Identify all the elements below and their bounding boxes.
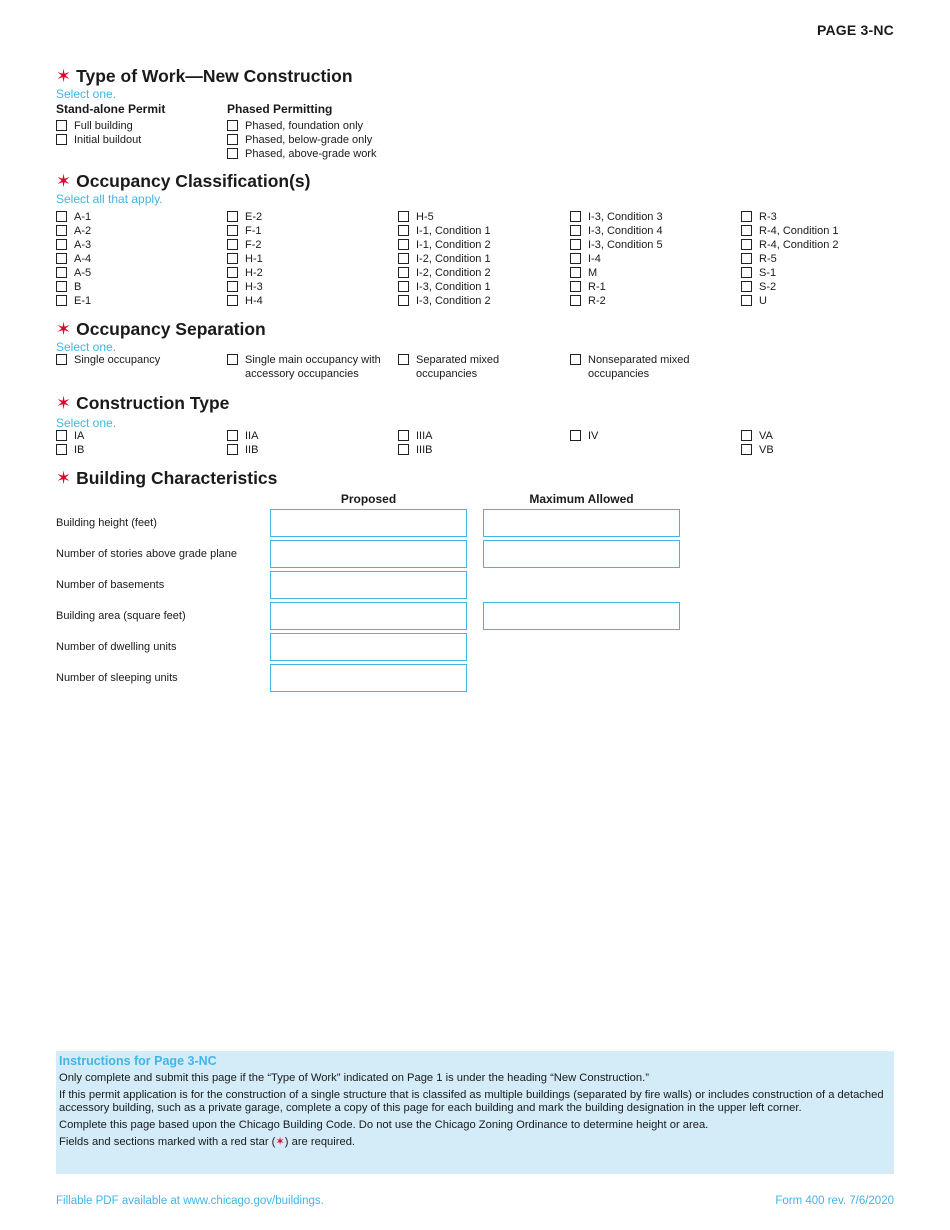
occupancy-separation-hint: Select one.: [56, 340, 117, 354]
checkbox[interactable]: [56, 239, 67, 250]
occupancy-option: [398, 294, 491, 308]
proposed-input[interactable]: [270, 602, 467, 630]
characteristic-label: Building area (square feet): [56, 610, 186, 622]
checkbox-label: R-2: [588, 295, 606, 307]
checkbox[interactable]: [398, 444, 409, 455]
checkbox-label: IIIB: [416, 444, 433, 456]
checkbox[interactable]: [741, 225, 752, 236]
occupancy-option: [570, 252, 663, 266]
checkbox[interactable]: [398, 211, 409, 222]
occupancy-column: [227, 210, 263, 308]
instructions-paragraph: Complete this page based upon the Chicago Building Code. Do not use the Chicago Zoning Ordinance to determine height or area.: [59, 1119, 709, 1131]
checkbox-label: I-2, Condition 2: [416, 267, 491, 279]
construction-type-option: [227, 443, 258, 457]
separation-option: [570, 353, 690, 380]
checkbox[interactable]: [227, 281, 238, 292]
checkbox-label: [588, 353, 690, 381]
checkbox[interactable]: [741, 430, 752, 441]
occupancy-option: [398, 280, 491, 294]
phased-option: [227, 147, 376, 161]
required-star-icon: ✶: [56, 66, 72, 86]
occupancy-option: [398, 238, 491, 252]
construction-type-option: [227, 429, 258, 443]
checkbox[interactable]: [56, 295, 67, 306]
checkbox-label: R-5: [759, 253, 777, 265]
occupancy-classification-hint: Select all that apply.: [56, 192, 163, 206]
checkbox-label: S-2: [759, 281, 777, 293]
checkbox[interactable]: [570, 295, 581, 306]
checkbox-label: I-3, Condition 1: [416, 281, 491, 293]
checkbox[interactable]: [741, 239, 752, 250]
checkbox-label: IIIA: [416, 430, 433, 442]
checkbox[interactable]: [570, 225, 581, 236]
occupancy-option: [227, 238, 263, 252]
characteristic-label: Number of dwelling units: [56, 641, 177, 653]
proposed-input[interactable]: [270, 633, 467, 661]
type-of-work-title: ✶ Type of Work—New Construction: [56, 66, 353, 86]
proposed-input[interactable]: [270, 664, 467, 692]
occupancy-option: [56, 294, 91, 308]
checkbox-label: A-4: [74, 253, 92, 265]
checkbox[interactable]: [570, 430, 581, 441]
construction-type-column: [741, 429, 774, 457]
required-star-icon: ✶: [56, 171, 72, 191]
separation-option: [56, 353, 160, 367]
standalone-heading: Stand-alone Permit: [56, 102, 166, 116]
checkbox-label: IB: [74, 444, 85, 456]
occupancy-option: [56, 210, 91, 224]
checkbox-label: I-3, Condition 5: [588, 239, 663, 251]
checkbox-label: R-4, Condition 2: [759, 239, 839, 251]
checkbox[interactable]: [227, 120, 238, 131]
phased-heading: Phased Permitting: [227, 102, 333, 116]
occupancy-option: [56, 266, 91, 280]
instructions-box: [56, 1051, 894, 1174]
footer-link[interactable]: Fillable PDF available at www.chicago.gov/buildings.: [56, 1195, 324, 1207]
occupancy-column: [570, 210, 663, 308]
occupancy-option: [398, 266, 491, 280]
checkbox-label: I-3, Condition 4: [588, 225, 663, 237]
separation-column: [398, 353, 500, 380]
checkbox-label: R-1: [588, 281, 606, 293]
page-number: PAGE 3-NC: [817, 22, 894, 38]
instructions-paragraph: If this permit application is for the construction of a single structure that is classifed as multiple buildings (separated by fire walls) or includes construction of a detached accessory building, such as a private garage, complete a copy of this page for each building and mark the building designation in the upper left corner.: [59, 1089, 884, 1114]
construction-type-title: ✶ Construction Type: [56, 393, 230, 413]
checkbox[interactable]: [56, 253, 67, 264]
occupancy-option: [398, 224, 491, 238]
separation-option: [227, 353, 381, 380]
maximum-allowed-input[interactable]: [483, 602, 680, 630]
checkbox[interactable]: [56, 444, 67, 455]
checkbox[interactable]: [56, 134, 67, 145]
checkbox[interactable]: [398, 281, 409, 292]
checkbox[interactable]: [398, 267, 409, 278]
phased-options: [227, 119, 376, 161]
checkbox-label: H-5: [416, 211, 434, 223]
occupancy-option: [56, 224, 91, 238]
checkbox[interactable]: [227, 430, 238, 441]
checkbox[interactable]: [741, 281, 752, 292]
construction-type-hint: Select one.: [56, 416, 117, 430]
required-star-icon: ✶: [56, 393, 72, 413]
separation-column: [570, 353, 690, 380]
checkbox-label: A-2: [74, 225, 92, 237]
occupancy-option: [741, 280, 839, 294]
checkbox-label: E-1: [74, 295, 92, 307]
checkbox-label: IIA: [245, 430, 259, 442]
occupancy-option: [741, 238, 839, 252]
construction-type-column: [398, 429, 433, 457]
checkbox[interactable]: [570, 354, 581, 365]
checkbox-label-line: Single main occupancy with: [245, 354, 381, 366]
checkbox-label: Phased, foundation only: [245, 120, 364, 132]
checkbox[interactable]: [398, 354, 409, 365]
characteristic-label: Number of basements: [56, 579, 165, 591]
checkbox-label: A-1: [74, 211, 92, 223]
construction-type-option: [398, 429, 433, 443]
checkbox[interactable]: [227, 225, 238, 236]
checkbox[interactable]: [56, 225, 67, 236]
checkbox-label: I-3, Condition 3: [588, 211, 663, 223]
checkbox-label: [416, 353, 499, 381]
checkbox[interactable]: [227, 253, 238, 264]
checkbox-label: H-3: [245, 281, 263, 293]
checkbox[interactable]: [56, 281, 67, 292]
checkbox[interactable]: [56, 354, 67, 365]
checkbox[interactable]: [56, 430, 67, 441]
occupancy-option: [56, 280, 91, 294]
occupancy-column: [741, 210, 839, 308]
checkbox[interactable]: [227, 444, 238, 455]
checkbox[interactable]: [56, 120, 67, 131]
checkbox-label: I-4: [588, 253, 601, 265]
occupancy-option: [570, 238, 663, 252]
checkbox[interactable]: [227, 354, 238, 365]
proposed-input[interactable]: [270, 540, 467, 568]
construction-type-option: [741, 429, 774, 443]
checkbox[interactable]: [570, 239, 581, 250]
construction-type-option: [570, 429, 598, 443]
proposed-column-header: Proposed: [340, 492, 397, 506]
occupancy-classification-title: ✶ Occupancy Classification(s): [56, 171, 311, 191]
proposed-input[interactable]: [270, 571, 467, 599]
standalone-option: [56, 119, 141, 133]
checkbox[interactable]: [741, 253, 752, 264]
occupancy-option: [741, 224, 839, 238]
standalone-options: [56, 119, 141, 147]
checkbox[interactable]: [570, 211, 581, 222]
checkbox-label-line: occupancies: [416, 368, 478, 380]
occupancy-option: [741, 294, 839, 308]
checkbox[interactable]: [570, 281, 581, 292]
separation-column: [56, 353, 160, 367]
occupancy-option: [227, 280, 263, 294]
checkbox-label: E-2: [245, 211, 263, 223]
phased-option: [227, 119, 376, 133]
checkbox-label: Single occupancy: [74, 354, 161, 366]
checkbox-label: B: [74, 281, 82, 293]
checkbox-label: F-2: [245, 239, 262, 251]
checkbox-label: IV: [588, 430, 599, 442]
construction-type-column: [570, 429, 598, 443]
checkbox-label: R-4, Condition 1: [759, 225, 839, 237]
checkbox[interactable]: [570, 267, 581, 278]
checkbox-label: Initial buildout: [74, 134, 142, 146]
checkbox[interactable]: [398, 253, 409, 264]
checkbox[interactable]: [227, 211, 238, 222]
checkbox-label-line: accessory occupancies: [245, 368, 359, 380]
occupancy-option: [741, 266, 839, 280]
checkbox-label: I-1, Condition 1: [416, 225, 491, 237]
checkbox-label: M: [588, 267, 598, 279]
checkbox[interactable]: [227, 295, 238, 306]
occupancy-option: [56, 252, 91, 266]
separation-column: [227, 353, 381, 380]
characteristic-label: Building height (feet): [56, 517, 157, 529]
occupancy-option: [227, 224, 263, 238]
occupancy-option: [56, 238, 91, 252]
checkbox-label: Phased, below-grade only: [245, 134, 373, 146]
checkbox-label: U: [759, 295, 767, 307]
occupancy-option: [570, 210, 663, 224]
checkbox-label: VB: [759, 444, 774, 456]
construction-type-option: [741, 443, 774, 457]
checkbox-label-line: Separated mixed: [416, 354, 500, 366]
checkbox[interactable]: [398, 430, 409, 441]
checkbox[interactable]: [227, 148, 238, 159]
instructions-paragraph: Fields and sections marked with a red star (✶) are required.: [59, 1136, 356, 1148]
occupancy-option: [570, 224, 663, 238]
checkbox-label: I-2, Condition 1: [416, 253, 491, 265]
proposed-input[interactable]: [270, 509, 467, 537]
occupancy-option: [570, 294, 663, 308]
checkbox[interactable]: [227, 239, 238, 250]
checkbox-label: H-2: [245, 267, 263, 279]
occupancy-option: [741, 210, 839, 224]
checkbox-label-line: Nonseparated mixed: [588, 354, 690, 366]
occupancy-option: [398, 210, 491, 224]
checkbox[interactable]: [398, 295, 409, 306]
checkbox-label: Phased, above-grade work: [245, 148, 377, 160]
checkbox-label: Full building: [74, 120, 133, 132]
building-characteristics-title: ✶ Building Characteristics: [56, 468, 278, 488]
occupancy-option: [227, 294, 263, 308]
checkbox-label: H-4: [245, 295, 263, 307]
checkbox-label: IIB: [245, 444, 259, 456]
separation-option: [398, 353, 500, 380]
checkbox-label: S-1: [759, 267, 777, 279]
checkbox-label: [245, 353, 381, 381]
checkbox[interactable]: [398, 225, 409, 236]
characteristic-label: Number of sleeping units: [56, 672, 178, 684]
checkbox-label-line: occupancies: [588, 368, 650, 380]
checkbox-label: A-3: [74, 239, 92, 251]
checkbox-label: VA: [759, 430, 773, 442]
construction-type-column: [56, 429, 84, 457]
occupancy-option: [398, 252, 491, 266]
maximum-allowed-input[interactable]: [483, 509, 680, 537]
checkbox-label: I-3, Condition 2: [416, 295, 491, 307]
checkbox[interactable]: [56, 267, 67, 278]
checkbox[interactable]: [570, 253, 581, 264]
construction-type-option: [56, 429, 84, 443]
required-star-icon: ✶: [56, 319, 72, 339]
construction-type-option: [398, 443, 433, 457]
checkbox[interactable]: [741, 295, 752, 306]
checkbox-label: IA: [74, 430, 85, 442]
checkbox-label: A-5: [74, 267, 92, 279]
occupancy-option: [227, 266, 263, 280]
checkbox[interactable]: [398, 239, 409, 250]
required-star-icon: ✶: [56, 468, 72, 488]
phased-option: [227, 133, 376, 147]
occupancy-separation-title: ✶ Occupancy Separation: [56, 319, 266, 339]
form-revision: Form 400 rev. 7/6/2020: [775, 1195, 894, 1207]
checkbox[interactable]: [227, 134, 238, 145]
occupancy-column: [56, 210, 91, 308]
maximum-allowed-column-header: Maximum Allowed: [529, 492, 634, 506]
checkbox[interactable]: [741, 211, 752, 222]
occupancy-option: [570, 266, 663, 280]
checkbox-label: I-1, Condition 2: [416, 239, 491, 251]
occupancy-option: [227, 210, 263, 224]
checkbox[interactable]: [56, 211, 67, 222]
occupancy-option: [741, 252, 839, 266]
required-star-icon: ✶: [275, 1136, 285, 1148]
maximum-allowed-input[interactable]: [483, 540, 680, 568]
construction-type-column: [227, 429, 258, 457]
occupancy-option: [227, 252, 263, 266]
checkbox[interactable]: [741, 444, 752, 455]
instructions-paragraph: Only complete and submit this page if the “Type of Work” indicated on Page 1 is under the heading “New Construction.”: [59, 1072, 649, 1084]
checkbox-label: F-1: [245, 225, 262, 237]
checkbox-label: R-3: [759, 211, 777, 223]
construction-type-option: [56, 443, 84, 457]
standalone-option: [56, 133, 141, 147]
occupancy-column: [398, 210, 491, 308]
occupancy-option: [570, 280, 663, 294]
type-of-work-hint: Select one.: [56, 87, 117, 101]
instructions-title: Instructions for Page 3-NC: [59, 1054, 217, 1068]
checkbox-label: H-1: [245, 253, 263, 265]
characteristic-label: Number of stories above grade plane: [56, 548, 237, 560]
checkbox[interactable]: [227, 267, 238, 278]
checkbox[interactable]: [741, 267, 752, 278]
